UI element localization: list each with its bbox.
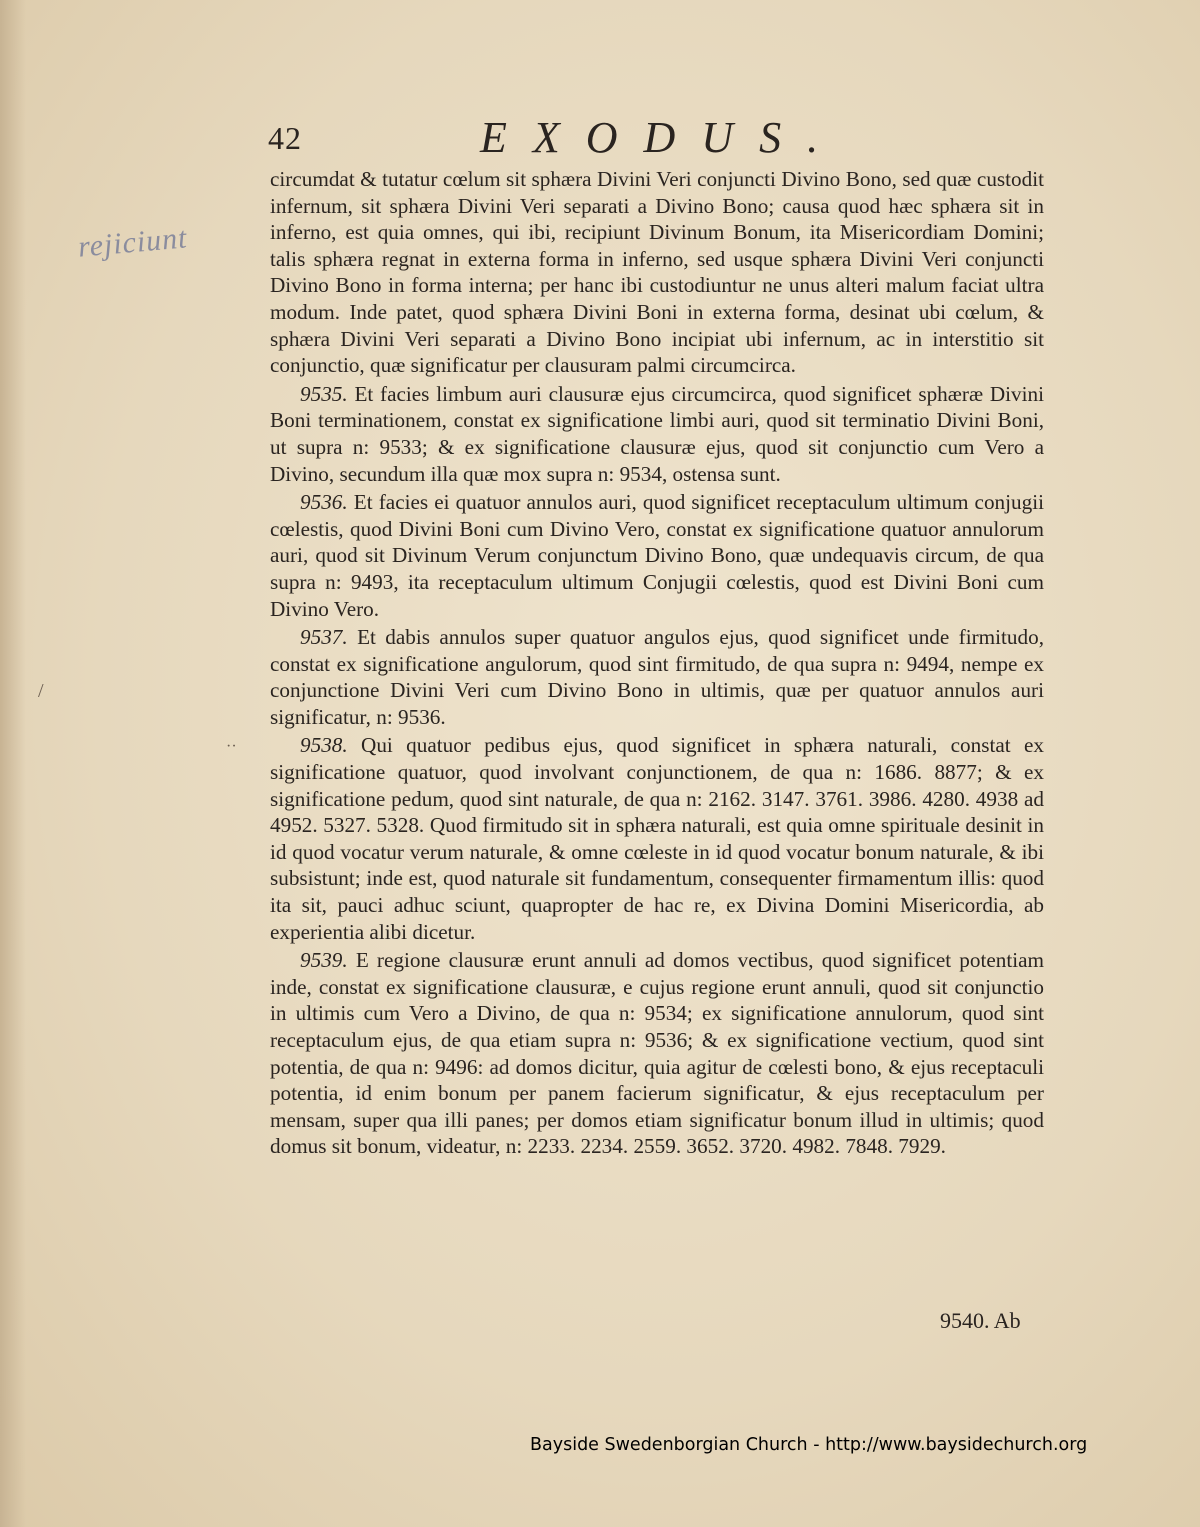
spine-shadow [0,0,26,1527]
paragraph-9536 [270,489,1044,622]
running-title: EXODUS. [480,113,845,162]
ink-dots: ·· [226,738,237,755]
opening-paragraph: circumdat & tutatur cœlum sit sphæra Divini Veri conjuncti Divino Bono, sed quæ custodit infernum, sit sphæra Divini Veri separati a Divino Bono; causa quod hæc sphæra sit in inferno, est quia omnes, qui ibi, recipiunt Divinum Bonum, ita Misericordiam Domini; talis sphæra regnat in externa forma in inferno, sed usque sphæra Divini Veri conjuncti Divino Bono in forma interna; per hanc ibi custodiuntur ne unus alteri malum faciat ultra modum. Inde patet, quod sphæra Divini Boni in externa forma, desinat ubi cœlum, & sphæra Divini Veri separati a Divino Bono incipiat ubi infernum, ac in interstitio sit conjunctio, quæ significatur per clausuram palmi circumcirca. [270,167,1044,378]
page-number: 42 [268,120,302,156]
paragraph-9537 [270,624,1044,730]
catchword: 9540. Ab [940,1308,1021,1333]
paragraph-text: E regione clausuræ erunt annuli ad domos vectibus, quod significet potentiam inde, constat ex significatione clausuræ, e cujus regione erunt annuli, quod sit conjunctio in ultimis cum Vero a Divino, de qua n: 9534; ex significatione annulorum, quod sint receptaculum ejus, de qua etiam supra n: 9536; & ex significatione vectium, quod sint potentia, de qua n: 9496: ad domos dicitur, quia agitur de cœlesti bono, & ejus receptaculi potentia, id enim bonum per panem facierum significatur, & ejus receptaculum per mensam, super qua illi panes; per domos etiam significatur bonum illud in ultimis; quod domus sit bonum, videatur, n: 2233. 2234. 2559. 3652. 3720. 4982. 7848. 7929. [270,948,1044,1159]
page-header [268,112,1046,162]
paragraph-number: 9537. [300,625,348,650]
paragraph-text: Et facies limbum auri clausuræ ejus circumcirca, quod significet sphæræ Divini Boni terminationem, constat ex significatione limbi auri, quod sit terminatio Divini Boni, ut supra n: 9533; & ex significatione clausuræ ejus, quod sit conjunctio cum Vero a Divino, secundum illa quæ mox supra n: 9534, ostensa sunt. [270,381,1044,486]
body-text [270,166,1044,1160]
paragraph-number: 9538. [300,733,348,758]
show-through-text [360,112,369,150]
paragraph-text: Et dabis annulos super quatuor angulos ejus, quod significet unde firmitudo, constat ex significatione angulorum, quod sint firmitudo, de qua supra n: 9494, nempe ex conjunctione Divini Veri cum Divino Bono in ultimis, quæ per quatuor annulos auri significatur, n: 9536. [270,625,1045,729]
ink-mark: / [38,680,44,702]
handwritten-margin-note: rejiciunt [76,221,189,264]
paragraph-text: Qui quatuor pedibus ejus, quod significet in sphæra naturali, constat ex significatione quatuor, quod involvant conjunctionem, de qua n: 1686. 8877; & ex significatione pedum, quod sint naturale, de qua n: 2162. 3147. 3761. 3986. 4280. 4938 ad 4952. 5327. 5328. Quod firmitudo sit in sphæra naturali, est quia omne spirituale desinit in id quod vocatur verum naturale, & omne cœleste in id quod vocatur bonum naturale, & ibi subsistunt; inde est, quod naturale sit fundamentum, consequenter firmamentum illis: quod ita sit, pauci adhuc sciunt, quapropter de hac re, ex Divina Domini Misericordia, ab experientia alibi dicetur. [270,733,1044,944]
paragraph-text: Et facies ei quatuor annulos auri, quod significet receptaculum ultimum conjugii cœlestis, quod Divini Boni cum Divino Vero, constat ex significatione quatuor annulorum auri, quod sit Divinum Verum conjunctum Divino Bono, quæ undequavis circum, de qua supra n: 9493, ita receptaculum ultimum Conjugii cœlestis, quod est Divini Boni cum Divino Vero. [270,490,1044,621]
paragraph-number: 9539. [300,948,348,973]
paragraph-9538 [270,732,1044,945]
footer-credit: Bayside Swedenborgian Church - http://www.baysidechurch.org [530,1435,1088,1455]
paragraph-number: 9535. [300,381,348,406]
paragraph-number: 9536. [300,490,348,515]
paragraph-9535 [270,381,1044,487]
paragraph-9539 [270,947,1044,1160]
